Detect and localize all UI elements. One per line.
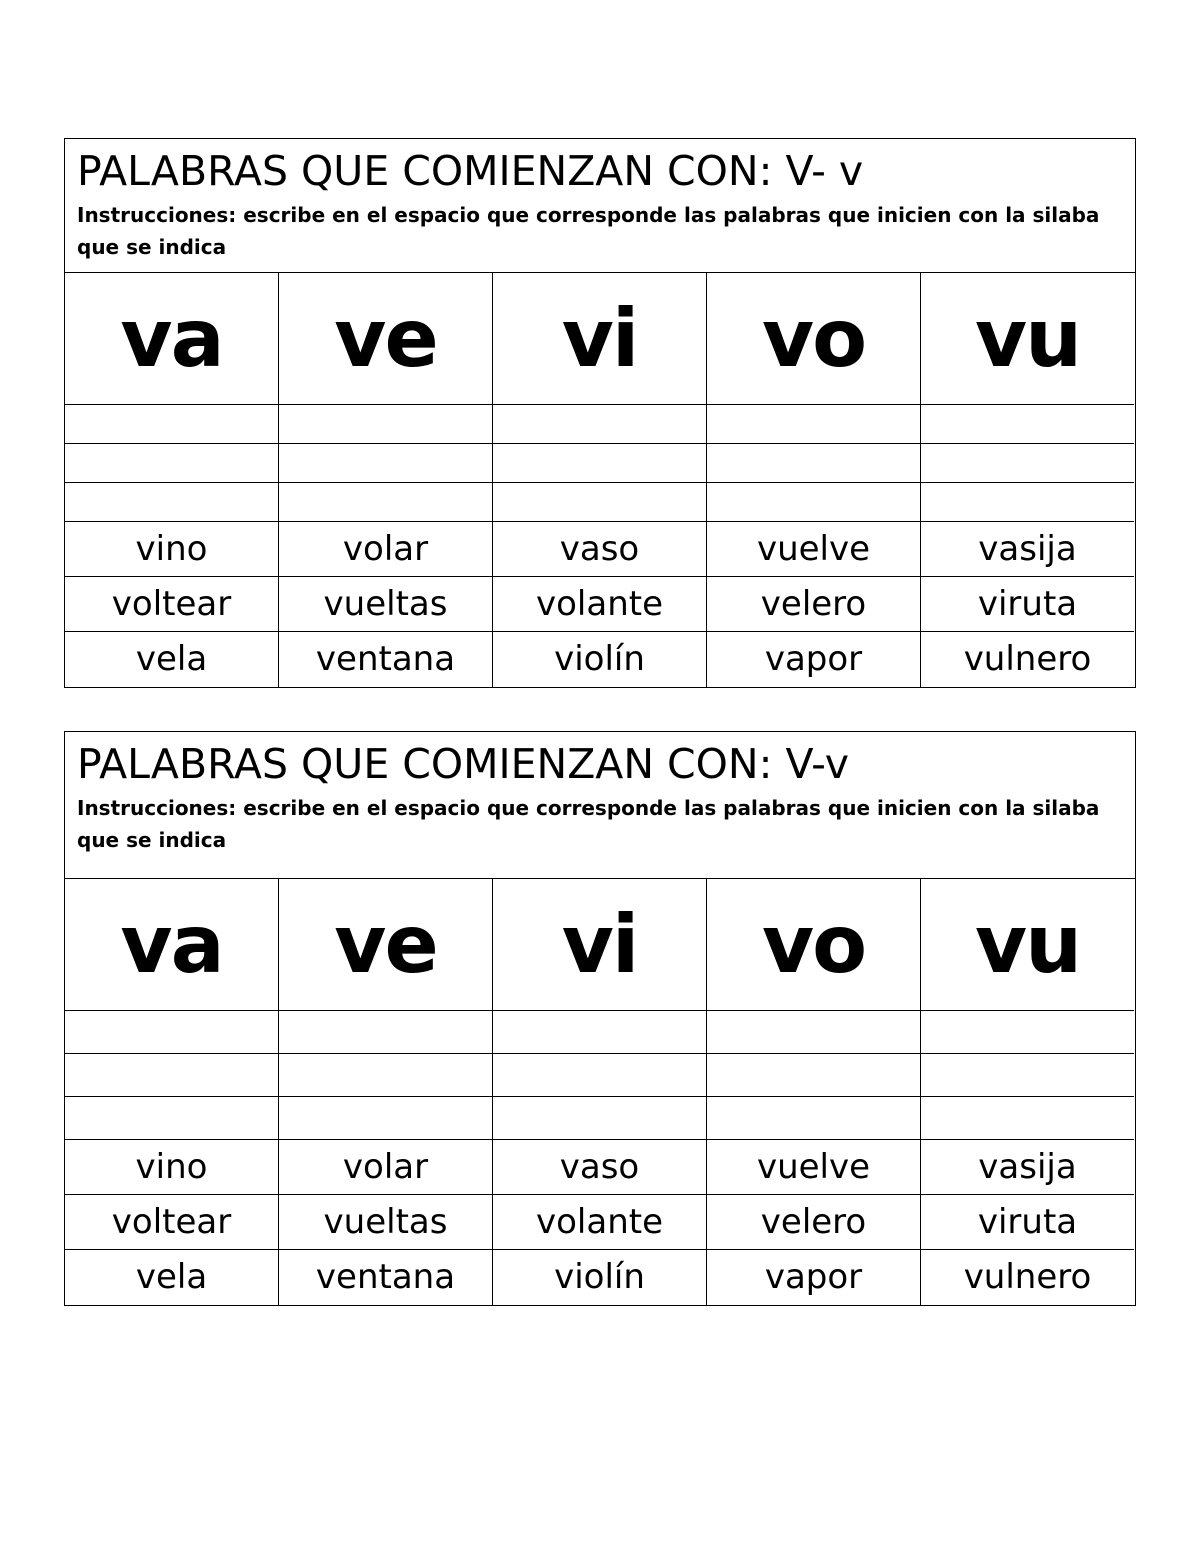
answer-cell[interactable] bbox=[279, 444, 493, 483]
syllable-cell: vi bbox=[493, 879, 707, 1011]
answer-row bbox=[65, 444, 1135, 483]
answer-cell[interactable] bbox=[493, 1011, 707, 1054]
answer-row bbox=[65, 405, 1135, 444]
word-cell: voltear bbox=[65, 577, 279, 632]
answer-cell[interactable] bbox=[65, 1097, 279, 1140]
word-cell: viruta bbox=[921, 577, 1134, 632]
worksheet-header bbox=[65, 139, 1135, 273]
word-row bbox=[65, 1140, 1135, 1195]
answer-cell[interactable] bbox=[921, 1054, 1134, 1097]
word-row bbox=[65, 632, 1135, 687]
word-row bbox=[65, 1250, 1135, 1305]
word-cell: vuelve bbox=[707, 1140, 921, 1195]
answer-cell[interactable] bbox=[707, 1054, 921, 1097]
word-cell: volar bbox=[279, 522, 493, 577]
answer-cell[interactable] bbox=[707, 405, 921, 444]
word-cell: vasija bbox=[921, 1140, 1134, 1195]
word-cell: vapor bbox=[707, 1250, 921, 1305]
word-cell: violín bbox=[493, 632, 707, 687]
answer-cell[interactable] bbox=[65, 1054, 279, 1097]
answer-cell[interactable] bbox=[921, 1097, 1134, 1140]
word-row bbox=[65, 577, 1135, 632]
answer-cell[interactable] bbox=[493, 444, 707, 483]
worksheet-1 bbox=[64, 138, 1136, 688]
worksheet-title: PALABRAS QUE COMIENZAN CON: V- v bbox=[77, 147, 864, 195]
word-cell: vaso bbox=[493, 1140, 707, 1195]
word-cell: vino bbox=[65, 522, 279, 577]
answer-cell[interactable] bbox=[279, 1054, 493, 1097]
answer-cell[interactable] bbox=[493, 1054, 707, 1097]
answer-cell[interactable] bbox=[707, 1011, 921, 1054]
word-cell: vasija bbox=[921, 522, 1134, 577]
worksheet-title: PALABRAS QUE COMIENZAN CON: V-v bbox=[77, 740, 850, 788]
answer-cell[interactable] bbox=[707, 444, 921, 483]
answer-cell[interactable] bbox=[65, 483, 279, 522]
word-cell: vino bbox=[65, 1140, 279, 1195]
word-row bbox=[65, 522, 1135, 577]
syllable-cell: vu bbox=[921, 273, 1134, 405]
word-cell: vaso bbox=[493, 522, 707, 577]
worksheet-2 bbox=[64, 731, 1136, 1306]
syllable-cell: vo bbox=[707, 273, 921, 405]
word-row bbox=[65, 1195, 1135, 1250]
answer-cell[interactable] bbox=[279, 1097, 493, 1140]
word-cell: ventana bbox=[279, 632, 493, 687]
answer-cell[interactable] bbox=[493, 405, 707, 444]
word-cell: velero bbox=[707, 1195, 921, 1250]
word-cell: vela bbox=[65, 632, 279, 687]
syllable-cell: vu bbox=[921, 879, 1134, 1011]
word-cell: velero bbox=[707, 577, 921, 632]
answer-row bbox=[65, 1011, 1135, 1054]
word-cell: vueltas bbox=[279, 1195, 493, 1250]
syllable-cell: ve bbox=[279, 879, 493, 1011]
answer-cell[interactable] bbox=[279, 483, 493, 522]
word-cell: vulnero bbox=[963, 1257, 1092, 1297]
word-cell: vela bbox=[65, 1250, 279, 1305]
word-cell: volante bbox=[493, 577, 707, 632]
syllable-row bbox=[65, 273, 1135, 405]
answer-cell[interactable] bbox=[279, 405, 493, 444]
word-cell: vueltas bbox=[279, 577, 493, 632]
word-cell: ventana bbox=[279, 1250, 493, 1305]
answer-cell[interactable] bbox=[65, 1011, 279, 1054]
worksheet-instructions: Instrucciones: escribe en el espacio que corresponde las palabras que inicien con la silaba que se indica bbox=[77, 203, 1100, 259]
answer-cell[interactable] bbox=[921, 405, 1134, 444]
answer-cell[interactable] bbox=[921, 1011, 1134, 1054]
answer-row bbox=[65, 483, 1135, 522]
answer-cell[interactable] bbox=[707, 483, 921, 522]
word-cell: vuelve bbox=[707, 522, 921, 577]
answer-cell[interactable] bbox=[921, 483, 1134, 522]
syllable-row bbox=[65, 879, 1135, 1011]
word-cell: vapor bbox=[707, 632, 921, 687]
answer-cell[interactable] bbox=[707, 1097, 921, 1140]
syllable-cell: va bbox=[65, 273, 279, 405]
syllable-cell: vi bbox=[493, 273, 707, 405]
answer-cell[interactable] bbox=[493, 1097, 707, 1140]
answer-cell[interactable] bbox=[279, 1011, 493, 1054]
syllable-cell: va bbox=[65, 879, 279, 1011]
answer-cell[interactable] bbox=[921, 444, 1134, 483]
word-cell: voltear bbox=[65, 1195, 279, 1250]
word-cell: volante bbox=[493, 1195, 707, 1250]
syllable-cell: ve bbox=[279, 273, 493, 405]
answer-row bbox=[65, 1054, 1135, 1097]
word-cell: volar bbox=[279, 1140, 493, 1195]
worksheet-instructions: Instrucciones: escribe en el espacio que corresponde las palabras que inicien con la silaba que se indica bbox=[77, 796, 1100, 852]
answer-cell[interactable] bbox=[65, 444, 279, 483]
answer-cell[interactable] bbox=[493, 483, 707, 522]
word-cell: violín bbox=[493, 1250, 707, 1305]
answer-cell[interactable] bbox=[65, 405, 279, 444]
worksheet-header bbox=[65, 732, 1135, 879]
word-cell: vulnero bbox=[963, 639, 1092, 679]
answer-row bbox=[65, 1097, 1135, 1140]
word-cell: viruta bbox=[921, 1195, 1134, 1250]
syllable-cell: vo bbox=[707, 879, 921, 1011]
